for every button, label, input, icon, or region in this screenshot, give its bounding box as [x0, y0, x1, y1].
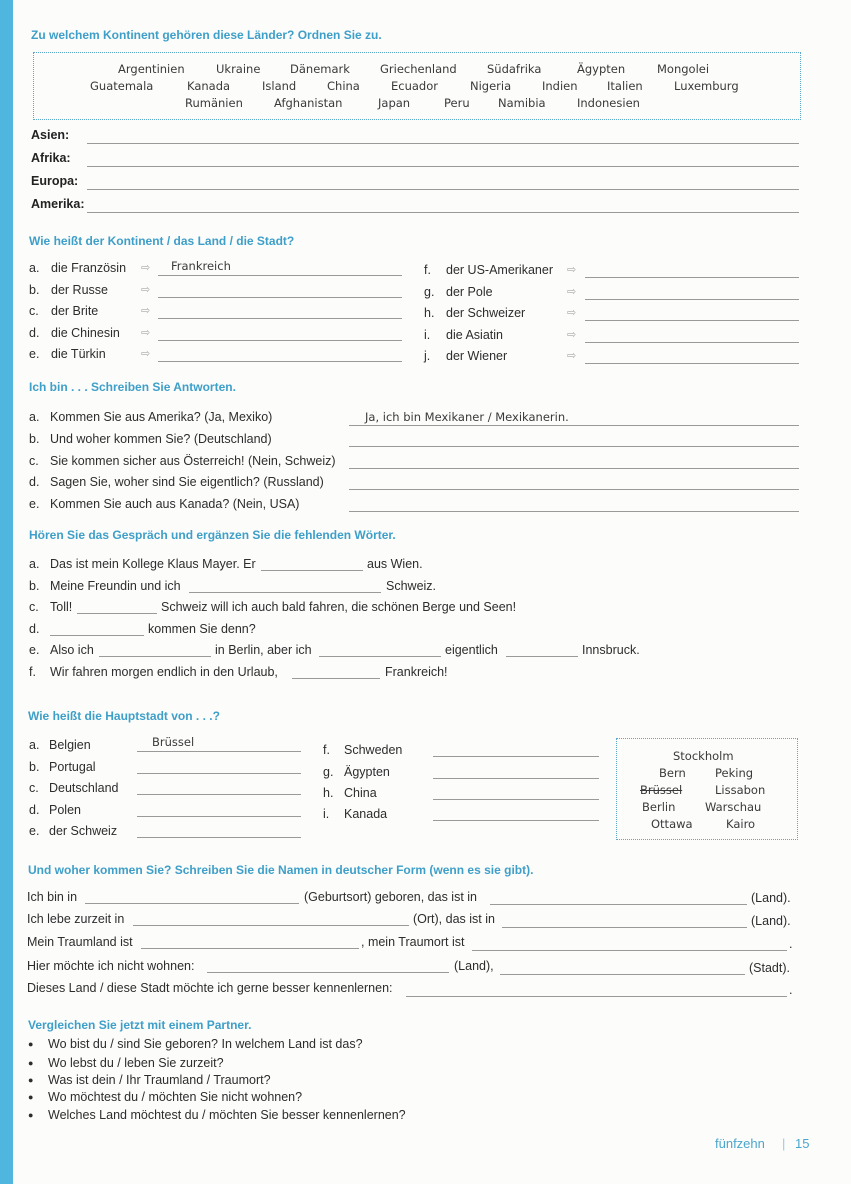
item-text: Dieses Land / diese Stadt möchte ich gerne besser kennenlernen: — [27, 981, 393, 995]
answer-line[interactable] — [585, 320, 799, 321]
continent-label: Asien: — [31, 128, 70, 142]
item-letter: e. — [29, 497, 40, 511]
item-letter: h. — [323, 786, 334, 800]
answer-line[interactable] — [500, 974, 745, 975]
item-text: Hier möchte ich nicht wohnen: — [27, 959, 195, 973]
word: Namibia — [498, 96, 546, 110]
gap-line[interactable] — [77, 613, 157, 614]
capital-word: Ottawa — [651, 817, 693, 831]
arrow-icon: ⇨ — [141, 305, 151, 317]
item-text: der Russe — [51, 283, 108, 297]
answer-line[interactable] — [137, 751, 301, 752]
answer-line[interactable] — [207, 972, 449, 973]
item-text: Mein Traumland ist — [27, 935, 133, 949]
item-text: der Wiener — [446, 349, 508, 363]
word: Italien — [607, 79, 643, 93]
answer-line[interactable] — [349, 489, 799, 490]
word: Ecuador — [391, 79, 438, 93]
item-text: Sagen Sie, woher sind Sie eigentlich? (Russland) — [50, 475, 324, 489]
word: China — [327, 79, 360, 93]
answer-line[interactable] — [158, 361, 402, 362]
section3-title: Ich bin . . . Schreiben Sie Antworten. — [29, 380, 236, 394]
item-letter: a. — [29, 738, 40, 752]
answer-line[interactable] — [141, 948, 359, 949]
item-letter: g. — [424, 285, 435, 299]
discussion-item: Wo lebst du / leben Sie zurzeit? — [48, 1056, 224, 1070]
arrow-icon: ⇨ — [567, 307, 577, 319]
item-text: , mein Traumort ist — [361, 935, 465, 949]
answer-line[interactable] — [406, 996, 787, 997]
item-text: die Chinesin — [51, 326, 120, 340]
answer-line[interactable] — [585, 299, 799, 300]
word: Ukraine — [216, 62, 261, 76]
capital-word: Bern — [659, 766, 686, 780]
word: Nigeria — [470, 79, 512, 93]
item-text: Schweiz will ich auch bald fahren, die schönen Berge und Seen! — [161, 600, 517, 614]
word: Kanada — [187, 79, 231, 93]
item-letter: f. — [424, 263, 431, 277]
continent-label: Afrika: — [31, 151, 71, 165]
item-text: Polen — [49, 803, 81, 817]
item-letter: c. — [29, 781, 39, 795]
item-text: Belgien — [49, 738, 91, 752]
item-text: eigentlich — [445, 643, 498, 657]
answer-line[interactable] — [87, 189, 799, 190]
capital-word: Kairo — [726, 817, 756, 831]
word: Indien — [542, 79, 578, 93]
item-text: (Geburtsort) geboren, das ist in — [304, 890, 477, 904]
item-letter: e. — [29, 347, 40, 361]
item-text: (Land). — [751, 914, 791, 928]
word: Island — [262, 79, 297, 93]
arrow-icon: ⇨ — [567, 350, 577, 362]
item-text: der US-Amerikaner — [446, 263, 553, 277]
gap-line[interactable] — [189, 592, 381, 593]
item-letter: e. — [29, 824, 40, 838]
handwritten-answer: Frankreich — [171, 259, 231, 273]
word: Indonesien — [577, 96, 640, 110]
answer-line[interactable] — [137, 794, 301, 795]
discussion-item: Was ist dein / Ihr Traumland / Traumort? — [48, 1073, 271, 1087]
answer-line[interactable] — [158, 340, 402, 341]
worksheet-page — [13, 0, 851, 1184]
item-text: (Ort), das ist in — [413, 912, 495, 926]
gap-line[interactable] — [319, 656, 441, 657]
answer-line[interactable] — [472, 950, 787, 951]
answer-line[interactable] — [133, 925, 409, 926]
item-text: Sie kommen sicher aus Österreich! (Nein, Schweiz) — [50, 454, 336, 468]
word: Luxemburg — [674, 79, 739, 93]
item-letter: e. — [29, 643, 40, 657]
item-letter: h. — [424, 306, 435, 320]
item-text: Innsbruck. — [582, 643, 640, 657]
item-text: der Brite — [51, 304, 99, 318]
item-text: die Asiatin — [446, 328, 503, 342]
answer-line[interactable] — [137, 837, 301, 838]
section4-title: Hören Sie das Gespräch und ergänzen Sie die fehlenden Wörter. — [29, 528, 396, 542]
item-letter: f. — [29, 665, 36, 679]
item-text: Frankreich! — [385, 665, 448, 679]
word: Guatemala — [90, 79, 154, 93]
arrow-icon: ⇨ — [141, 262, 151, 274]
answer-line[interactable] — [433, 778, 599, 779]
item-text: (Land). — [751, 891, 791, 905]
item-text: Kommen Sie auch aus Kanada? (Nein, USA) — [50, 497, 300, 511]
section6-title: Und woher kommen Sie? Schreiben Sie die Namen in deutscher Form (wenn es sie gibt). — [28, 863, 534, 877]
item-text: Schweden — [344, 743, 403, 757]
item-letter: c. — [29, 454, 39, 468]
capital-word: Lissabon — [715, 783, 766, 797]
arrow-icon: ⇨ — [141, 348, 151, 360]
word: Griechenland — [380, 62, 457, 76]
item-letter: d. — [29, 475, 40, 489]
word: Südafrika — [487, 62, 542, 76]
answer-line[interactable] — [158, 275, 402, 276]
bullet-icon: ● — [28, 1039, 34, 1049]
answer-line[interactable] — [137, 816, 301, 817]
item-text: die Türkin — [51, 347, 106, 361]
gap-line[interactable] — [99, 656, 211, 657]
item-letter: f. — [323, 743, 330, 757]
item-text: die Französin — [51, 261, 127, 275]
item-letter: i. — [323, 807, 330, 821]
item-text: (Land), — [454, 959, 494, 973]
answer-line[interactable] — [349, 511, 799, 512]
word: Ägypten — [577, 62, 626, 76]
handwritten-answer: Brüssel — [152, 735, 195, 749]
page-number-separator: | — [782, 1136, 786, 1151]
answer-line[interactable] — [158, 318, 402, 319]
item-text: Und woher kommen Sie? (Deutschland) — [50, 432, 272, 446]
answer-line[interactable] — [585, 277, 799, 278]
item-letter: c. — [29, 304, 39, 318]
bullet-icon: ● — [28, 1092, 34, 1102]
item-text: Meine Freundin und ich — [50, 579, 181, 593]
item-letter: d. — [29, 326, 40, 340]
capital-word-crossed: Brüssel — [640, 783, 683, 797]
word: Peru — [444, 96, 470, 110]
item-text: Ich lebe zurzeit in — [27, 912, 125, 926]
section7-title: Vergleichen Sie jetzt mit einem Partner. — [28, 1018, 252, 1032]
item-text: Kanada — [344, 807, 388, 821]
handwritten-answer: Ja, ich bin Mexikaner / Mexikanerin. — [365, 410, 569, 424]
answer-line[interactable] — [87, 212, 799, 213]
item-letter: b. — [29, 432, 40, 446]
word: Argentinien — [118, 62, 185, 76]
page-edge-strip — [0, 0, 13, 1184]
answer-line[interactable] — [87, 166, 799, 167]
item-text: kommen Sie denn? — [148, 622, 256, 636]
section2-title: Wie heißt der Kontinent / das Land / die Stadt? — [29, 234, 295, 248]
capital-word: Warschau — [705, 800, 762, 814]
arrow-icon: ⇨ — [567, 329, 577, 341]
arrow-icon: ⇨ — [141, 327, 151, 339]
arrow-icon: ⇨ — [567, 286, 577, 298]
capital-word: Berlin — [642, 800, 676, 814]
page-number-word: fünfzehn — [715, 1136, 765, 1151]
answer-line[interactable] — [349, 425, 799, 426]
answer-line[interactable] — [349, 446, 799, 447]
answer-line[interactable] — [85, 903, 299, 904]
answer-line[interactable] — [490, 904, 747, 905]
arrow-icon: ⇨ — [567, 264, 577, 276]
gap-line[interactable] — [292, 678, 380, 679]
gap-line[interactable] — [506, 656, 578, 657]
item-letter: b. — [29, 283, 40, 297]
answer-line[interactable] — [349, 468, 799, 469]
answer-line[interactable] — [433, 820, 599, 821]
item-text: . — [789, 983, 793, 997]
item-letter: j. — [424, 349, 431, 363]
continent-label: Amerika: — [31, 197, 85, 211]
item-letter: c. — [29, 600, 39, 614]
word: Dänemark — [290, 62, 350, 76]
discussion-item: Wo bist du / sind Sie geboren? In welchem Land ist das? — [48, 1037, 363, 1051]
item-letter: a. — [29, 410, 40, 424]
word: Mongolei — [657, 62, 710, 76]
answer-line[interactable] — [433, 756, 599, 757]
word: Afghanistan — [274, 96, 343, 110]
item-text: Toll! — [50, 600, 73, 614]
item-text: in Berlin, aber ich — [215, 643, 312, 657]
item-text: aus Wien. — [367, 557, 423, 571]
item-letter: g. — [323, 765, 334, 779]
item-text: Das ist mein Kollege Klaus Mayer. Er — [50, 557, 256, 571]
item-text: Schweiz. — [386, 579, 437, 593]
gap-line[interactable] — [50, 635, 144, 636]
item-text: der Schweizer — [446, 306, 526, 320]
section5-title: Wie heißt die Hauptstadt von . . .? — [28, 709, 220, 723]
continent-label: Europa: — [31, 174, 79, 188]
answer-line[interactable] — [158, 297, 402, 298]
item-letter: d. — [29, 622, 40, 636]
section1-title: Zu welchem Kontinent gehören diese Länder? Ordnen Sie zu. — [31, 28, 382, 42]
bullet-icon: ● — [28, 1058, 34, 1068]
item-text: Kommen Sie aus Amerika? (Ja, Mexiko) — [50, 410, 273, 424]
gap-line[interactable] — [261, 570, 363, 571]
answer-line[interactable] — [585, 342, 799, 343]
item-letter: d. — [29, 803, 40, 817]
item-text: Ich bin in — [27, 890, 78, 904]
answer-line[interactable] — [585, 363, 799, 364]
discussion-item: Wo möchtest du / möchten Sie nicht wohnen? — [48, 1090, 303, 1104]
item-text: China — [344, 786, 377, 800]
answer-line[interactable] — [502, 927, 747, 928]
item-text: Portugal — [49, 760, 96, 774]
item-text: . — [789, 937, 793, 951]
item-text: der Pole — [446, 285, 493, 299]
capital-word: Stockholm — [673, 749, 734, 763]
item-text: (Stadt). — [749, 961, 790, 975]
word: Japan — [378, 96, 411, 110]
answer-line[interactable] — [137, 773, 301, 774]
answer-line[interactable] — [433, 799, 599, 800]
item-text: der Schweiz — [49, 824, 118, 838]
item-letter: b. — [29, 760, 40, 774]
item-letter: b. — [29, 579, 40, 593]
bullet-icon: ● — [28, 1110, 34, 1120]
answer-line[interactable] — [87, 143, 799, 144]
item-letter: i. — [424, 328, 431, 342]
page-number: 15 — [795, 1136, 810, 1151]
bullet-icon: ● — [28, 1075, 34, 1085]
item-text: Wir fahren morgen endlich in den Urlaub, — [50, 665, 278, 679]
item-text: Ägypten — [344, 765, 390, 779]
capital-word: Peking — [715, 766, 754, 780]
item-letter: a. — [29, 261, 40, 275]
arrow-icon: ⇨ — [141, 284, 151, 296]
item-text: Deutschland — [49, 781, 119, 795]
item-letter: a. — [29, 557, 40, 571]
item-text: Also ich — [50, 643, 94, 657]
discussion-item: Welches Land möchtest du / möchten Sie besser kennenlernen? — [48, 1108, 406, 1122]
word: Rumänien — [185, 96, 243, 110]
